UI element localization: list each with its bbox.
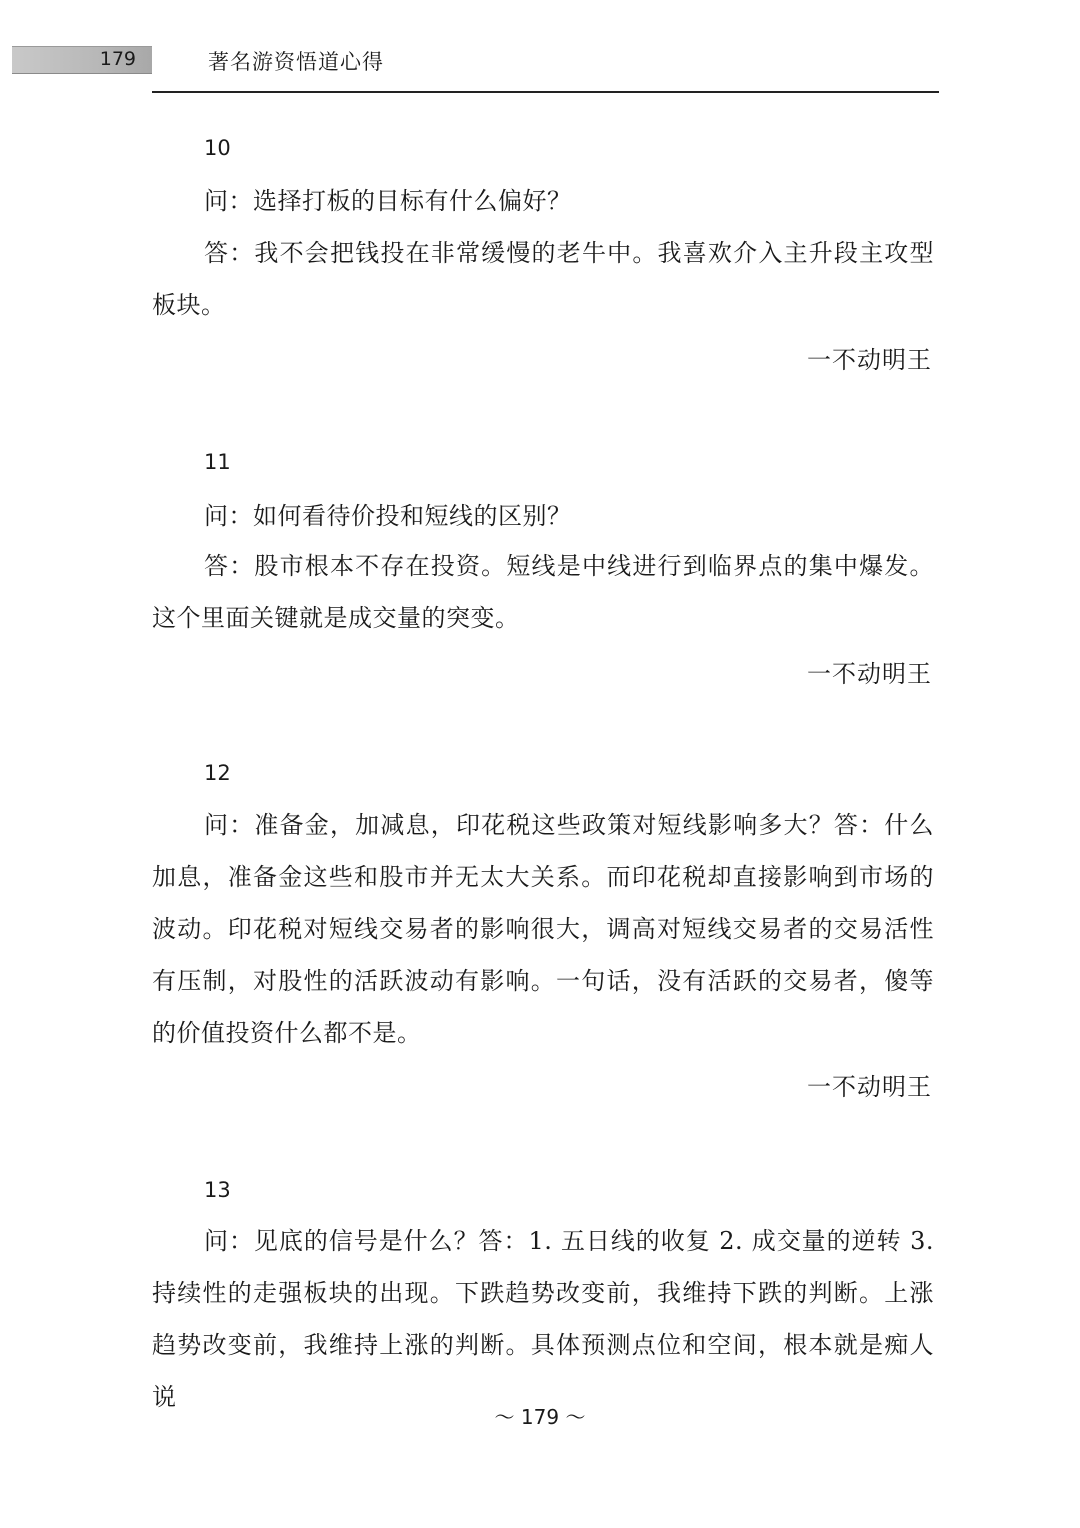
page-number-tab <box>12 46 152 74</box>
footer-number: 179 <box>520 1405 560 1429</box>
header-page-number: 179 <box>99 48 136 70</box>
question-paragraph: 问：如何看待价投和短线的区别？ <box>204 502 572 530</box>
question-paragraph: 问：选择打板的目标有什么偏好？ <box>204 187 572 215</box>
entry-number: 11 <box>204 450 231 474</box>
question-answer-paragraph: 问：准备金，加减息，印花税这些政策对短线影响多大？答：什么加息，准备金这些和股市并无太大关系。而印花税却直接影响到市场的波动。印花税对短线交易者的影响很大，调高对短线交易者的交易活性有压制，对股性的活跃波动有影响。一句话，没有活跃的交易者，傻等的价值投资什么都不是。 <box>152 811 934 1047</box>
header-title: 著名游资悟道心得 <box>208 50 384 74</box>
footer-page-number <box>0 1401 1080 1430</box>
signature: 一不动明王 <box>807 346 932 374</box>
answer-paragraph: 答：股市根本不存在投资。短线是中线进行到临界点的集中爆发。这个里面关键就是成交量的突变。 <box>152 552 934 632</box>
entry-number: 13 <box>204 1178 231 1202</box>
answer-paragraph: 答：我不会把钱投在非常缓慢的老牛中。我喜欢介入主升段主攻型板块。 <box>152 239 934 319</box>
header-rule <box>152 91 939 93</box>
entry-number: 10 <box>204 136 231 160</box>
footer-left-tilde: ～ <box>494 1405 515 1429</box>
question-answer-paragraph: 问：见底的信号是什么？答：1. 五日线的收复 2. 成交量的逆转 3. 持续性的走强板块的出现。下跌趋势改变前，我维持下跌的判断。上涨趋势改变前，我维持上涨的判断。具体预测点位和空间，根本就是痴人说 <box>152 1227 934 1411</box>
signature: 一不动明王 <box>807 1073 932 1101</box>
footer-right-tilde: ～ <box>565 1405 586 1429</box>
signature: 一不动明王 <box>807 660 932 688</box>
entry-number: 12 <box>204 761 231 785</box>
